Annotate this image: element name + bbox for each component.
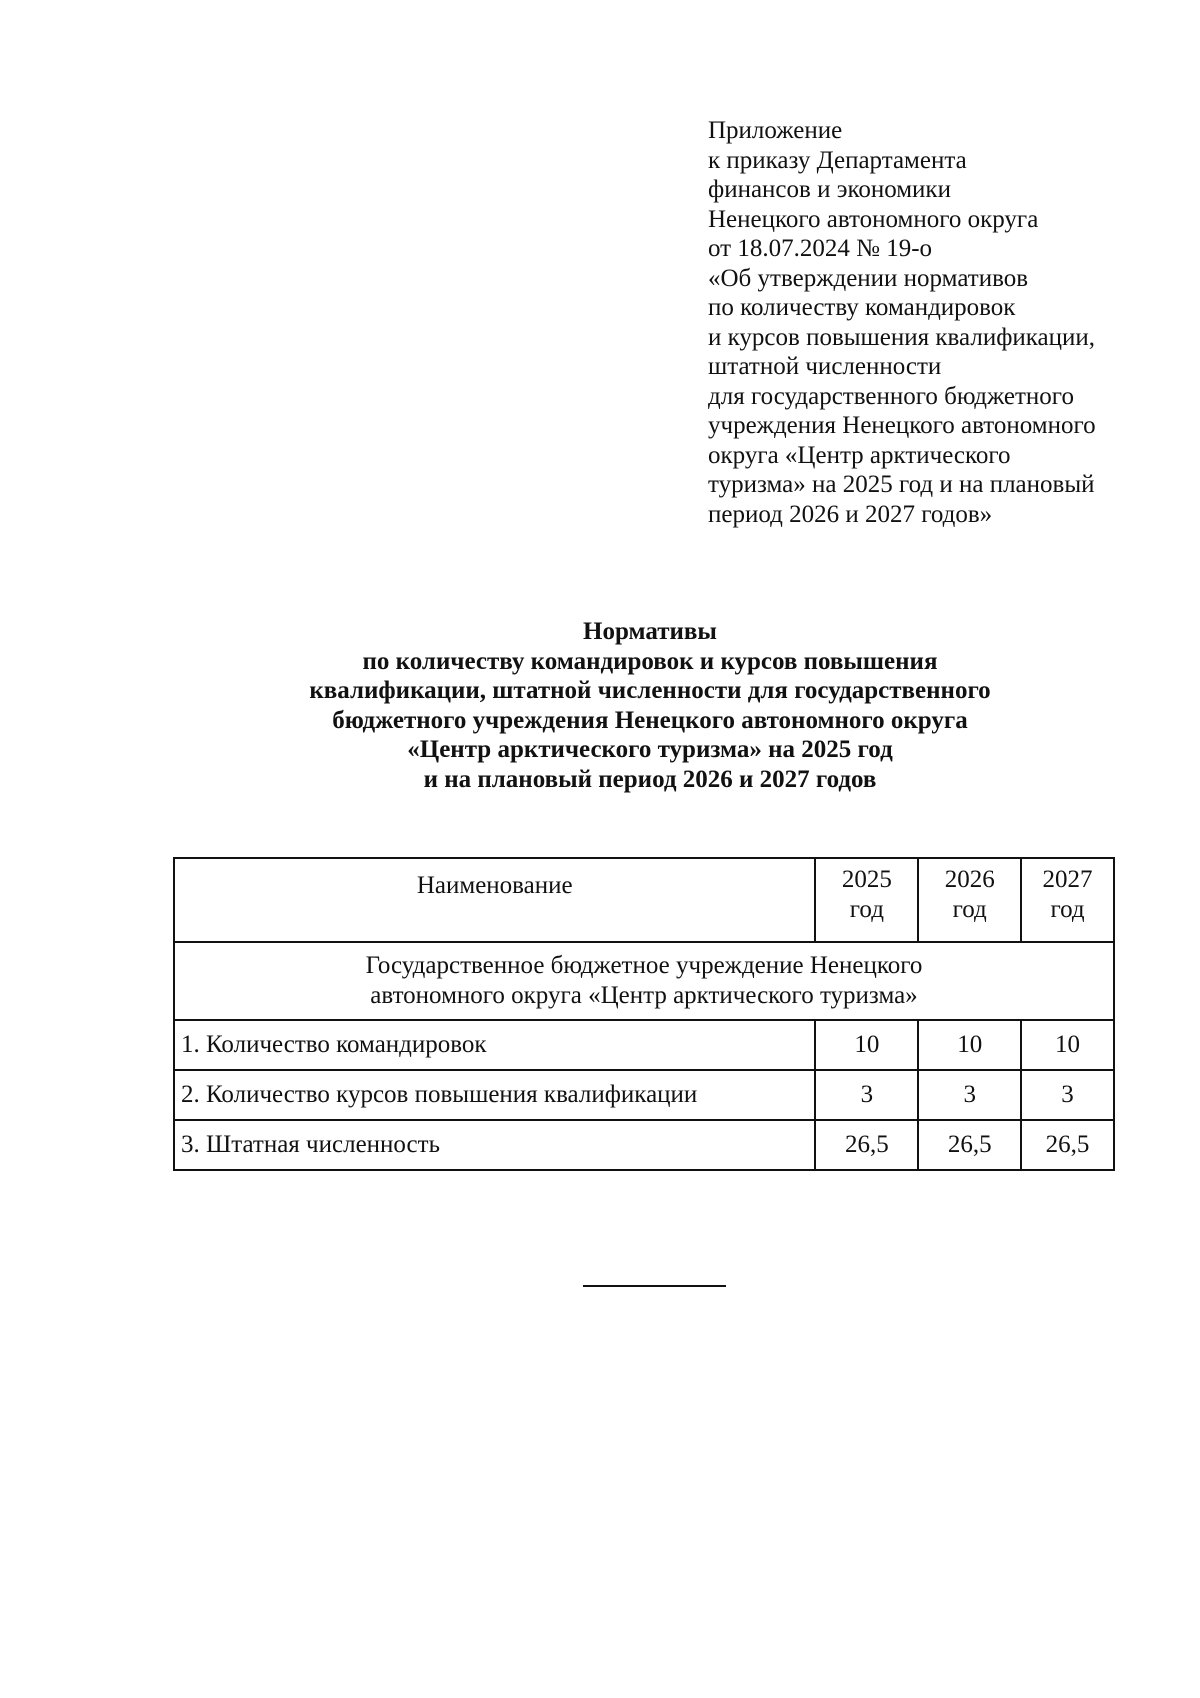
- appendix-line: «Об утверждении нормативов: [708, 264, 1029, 292]
- appendix-line: финансов и экономики: [708, 176, 951, 203]
- appendix-line: по количеству командировок: [708, 294, 1016, 321]
- row-value: 3: [918, 1070, 1021, 1120]
- organization-line: Государственное бюджетное учреждение Ненецкого: [365, 952, 923, 979]
- organization-line: автономного округа «Центр арктического туризма»: [370, 982, 918, 1009]
- row-value: 3: [1021, 1070, 1114, 1120]
- appendix-line: к приказу Департамента: [708, 146, 967, 174]
- appendix-line: период 2026 и 2027 годов»: [708, 500, 993, 528]
- title-line: по количеству командировок и курсов повышения: [362, 647, 938, 675]
- header-year-number: 2025: [841, 866, 892, 893]
- row-value: 26,5: [815, 1120, 918, 1170]
- norms-table: [173, 857, 1115, 1171]
- row-value: 3: [815, 1070, 918, 1120]
- header-year-cell: [1021, 858, 1114, 942]
- organization-cell: [174, 942, 1114, 1020]
- appendix-line: от 18.07.2024 № 19-о: [708, 235, 933, 262]
- header-year-unit: год: [952, 896, 987, 923]
- appendix-line: Ненецкого автономного округа: [708, 205, 1039, 233]
- appendix-line: для государственного бюджетного: [708, 382, 1074, 410]
- table-row: [174, 1020, 1114, 1070]
- appendix-line: штатной численности: [708, 353, 942, 380]
- header-year-cell: [918, 858, 1021, 942]
- appendix-line: округа «Центр арктического: [708, 441, 1011, 469]
- row-value: 10: [918, 1020, 1021, 1070]
- title-line: «Центр арктического туризма» на 2025 год: [407, 736, 893, 763]
- row-value: 10: [815, 1020, 918, 1070]
- title-line: квалификации, штатной численности для государственного: [309, 677, 991, 704]
- appendix-block: [708, 116, 1178, 529]
- organization-row: [174, 942, 1114, 1020]
- title-line: Нормативы: [583, 618, 717, 645]
- document-title: [160, 617, 1140, 794]
- closing-divider-line: [583, 1285, 726, 1287]
- appendix-line: и курсов повышения квалификации,: [708, 323, 1096, 351]
- header-year-number: 2026: [944, 866, 995, 893]
- header-year-unit: год: [1050, 896, 1085, 923]
- header-year-cell: [815, 858, 918, 942]
- row-name: 2. Количество курсов повышения квалификации: [174, 1070, 815, 1120]
- row-value: 26,5: [918, 1120, 1021, 1170]
- row-name: 3. Штатная численность: [174, 1120, 815, 1170]
- header-year-number: 2027: [1042, 866, 1093, 893]
- row-name: 1. Количество командировок: [174, 1020, 815, 1070]
- appendix-line: Приложение: [708, 117, 843, 144]
- row-value: 26,5: [1021, 1120, 1114, 1170]
- header-year-unit: год: [849, 896, 884, 923]
- title-line: бюджетного учреждения Ненецкого автономного округа: [332, 706, 968, 734]
- appendix-line: туризма» на 2025 год и на плановый: [708, 471, 1095, 498]
- table-row: [174, 1070, 1114, 1120]
- appendix-line: учреждения Ненецкого автономного: [708, 412, 1096, 439]
- table-row: [174, 1120, 1114, 1170]
- table-header-row: [174, 858, 1114, 942]
- header-name-cell: [174, 858, 815, 942]
- title-line: и на плановый период 2026 и 2027 годов: [423, 765, 877, 793]
- row-value: 10: [1021, 1020, 1114, 1070]
- header-name-label: Наименование: [416, 872, 573, 899]
